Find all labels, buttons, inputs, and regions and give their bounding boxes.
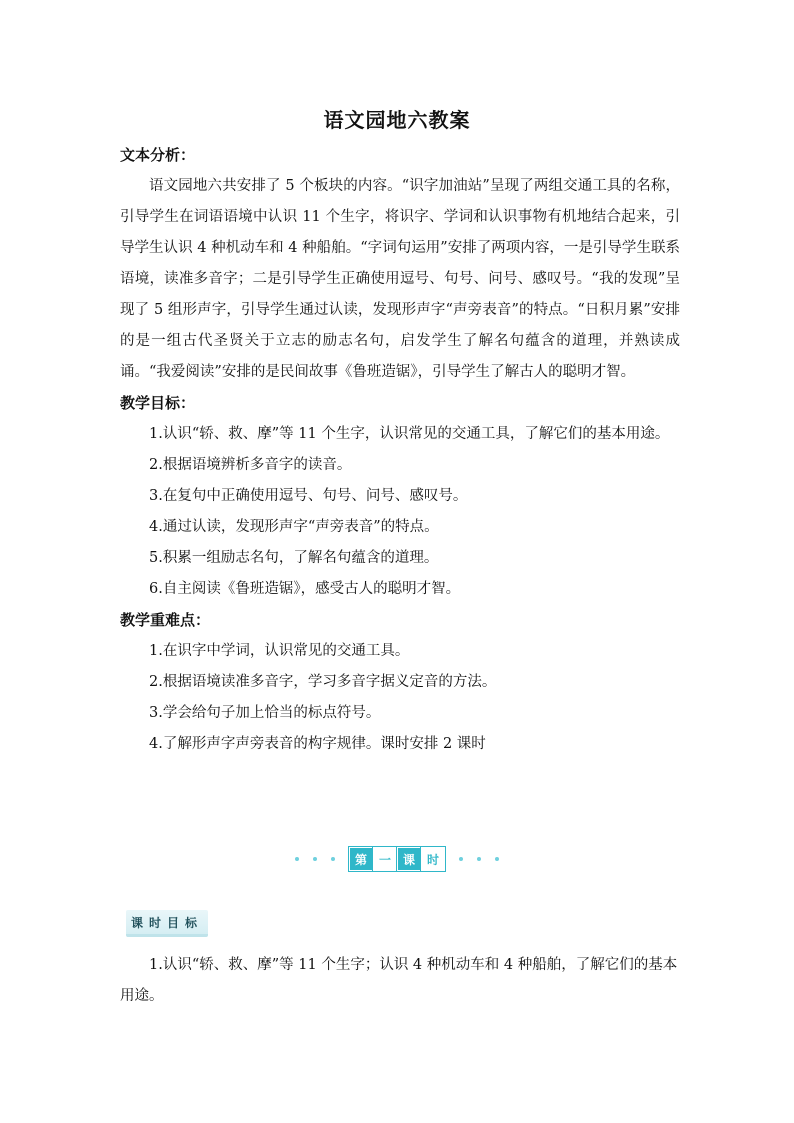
key-point-item: 2.根据语境读准多音字，学习多音字据义定音的方法。 (149, 674, 497, 690)
analysis-paragraph: 语文园地六共安排了 5 个板块的内容。“识字加油站”呈现了两组交通工具的名称，引导学生在词语语境中认识 11 个生字，将识字、学词和认识事物有机地结合起来，引导学生认识 4 种机动车和 4 种船舶。“字词句运用”安排了两项内容，一是引导学生联系语境，读准多音字；二是引导学生正确使用逗号、句号、问号、感叹号。“我的发现”呈现了 5 组形声字，引导学生通过认读，发现形声字“声旁表音”的特点。“日积月累”安排的是一组古代圣贤关于立志的励志名句，启发学生了解名句蕴含的道理，并熟读成诵。“我爱阅读”安排的是民间故事《鲁班造锯》，引导学生了解古人的聪明才智。 (120, 178, 680, 380)
goal-item: 3.在复句中正确使用逗号、句号、问号、感叹号。 (149, 488, 468, 504)
lesson-divider (0, 846, 794, 872)
lesson-objective-item: 1.认识“轿、救、摩”等 11 个生字；认识 4 种机动车和 4 种船舶，了解它们的基本用途。 (120, 957, 678, 1004)
key-point-item: 1.在识字中学词，认识常见的交通工具。 (149, 643, 410, 659)
divider-dots-right (459, 857, 499, 861)
lesson-objective-tag: 课时目标 (126, 910, 208, 937)
divider-dots-left (295, 857, 335, 861)
dot-decoration (477, 857, 481, 861)
page-title: 语文园地六教案 (323, 108, 471, 132)
lesson-char: 第 (349, 847, 373, 871)
dot-decoration (495, 857, 499, 861)
dot-decoration (295, 857, 299, 861)
lesson-number-badge (349, 847, 445, 871)
goals-heading: 教学目标： (120, 394, 196, 412)
goal-item: 6.自主阅读《鲁班造锯》，感受古人的聪明才智。 (149, 581, 461, 597)
goal-item: 5.积累一组励志名句，了解名句蕴含的道理。 (149, 550, 439, 566)
goal-item: 1.认识“轿、救、摩”等 11 个生字，认识常见的交通工具，了解它们的基本用途。 (149, 426, 670, 442)
goal-item: 2.根据语境辨析多音字的读音。 (149, 457, 352, 473)
key-points-heading: 教学重难点： (120, 611, 211, 629)
goal-item: 4.通过认读，发现形声字“声旁表音”的特点。 (149, 519, 439, 535)
lesson-char: 一 (373, 847, 397, 871)
key-point-item: 4.了解形声字声旁表音的构字规律。课时安排 2 课时 (149, 736, 486, 752)
lesson-char: 时 (421, 847, 445, 871)
main-content (120, 140, 680, 760)
dot-decoration (331, 857, 335, 861)
dot-decoration (459, 857, 463, 861)
analysis-heading: 文本分析： (120, 146, 196, 164)
lesson-objective (120, 950, 680, 1012)
key-point-item: 3.学会给句子加上恰当的标点符号。 (149, 705, 381, 721)
lesson-char: 课 (397, 847, 421, 871)
dot-decoration (313, 857, 317, 861)
